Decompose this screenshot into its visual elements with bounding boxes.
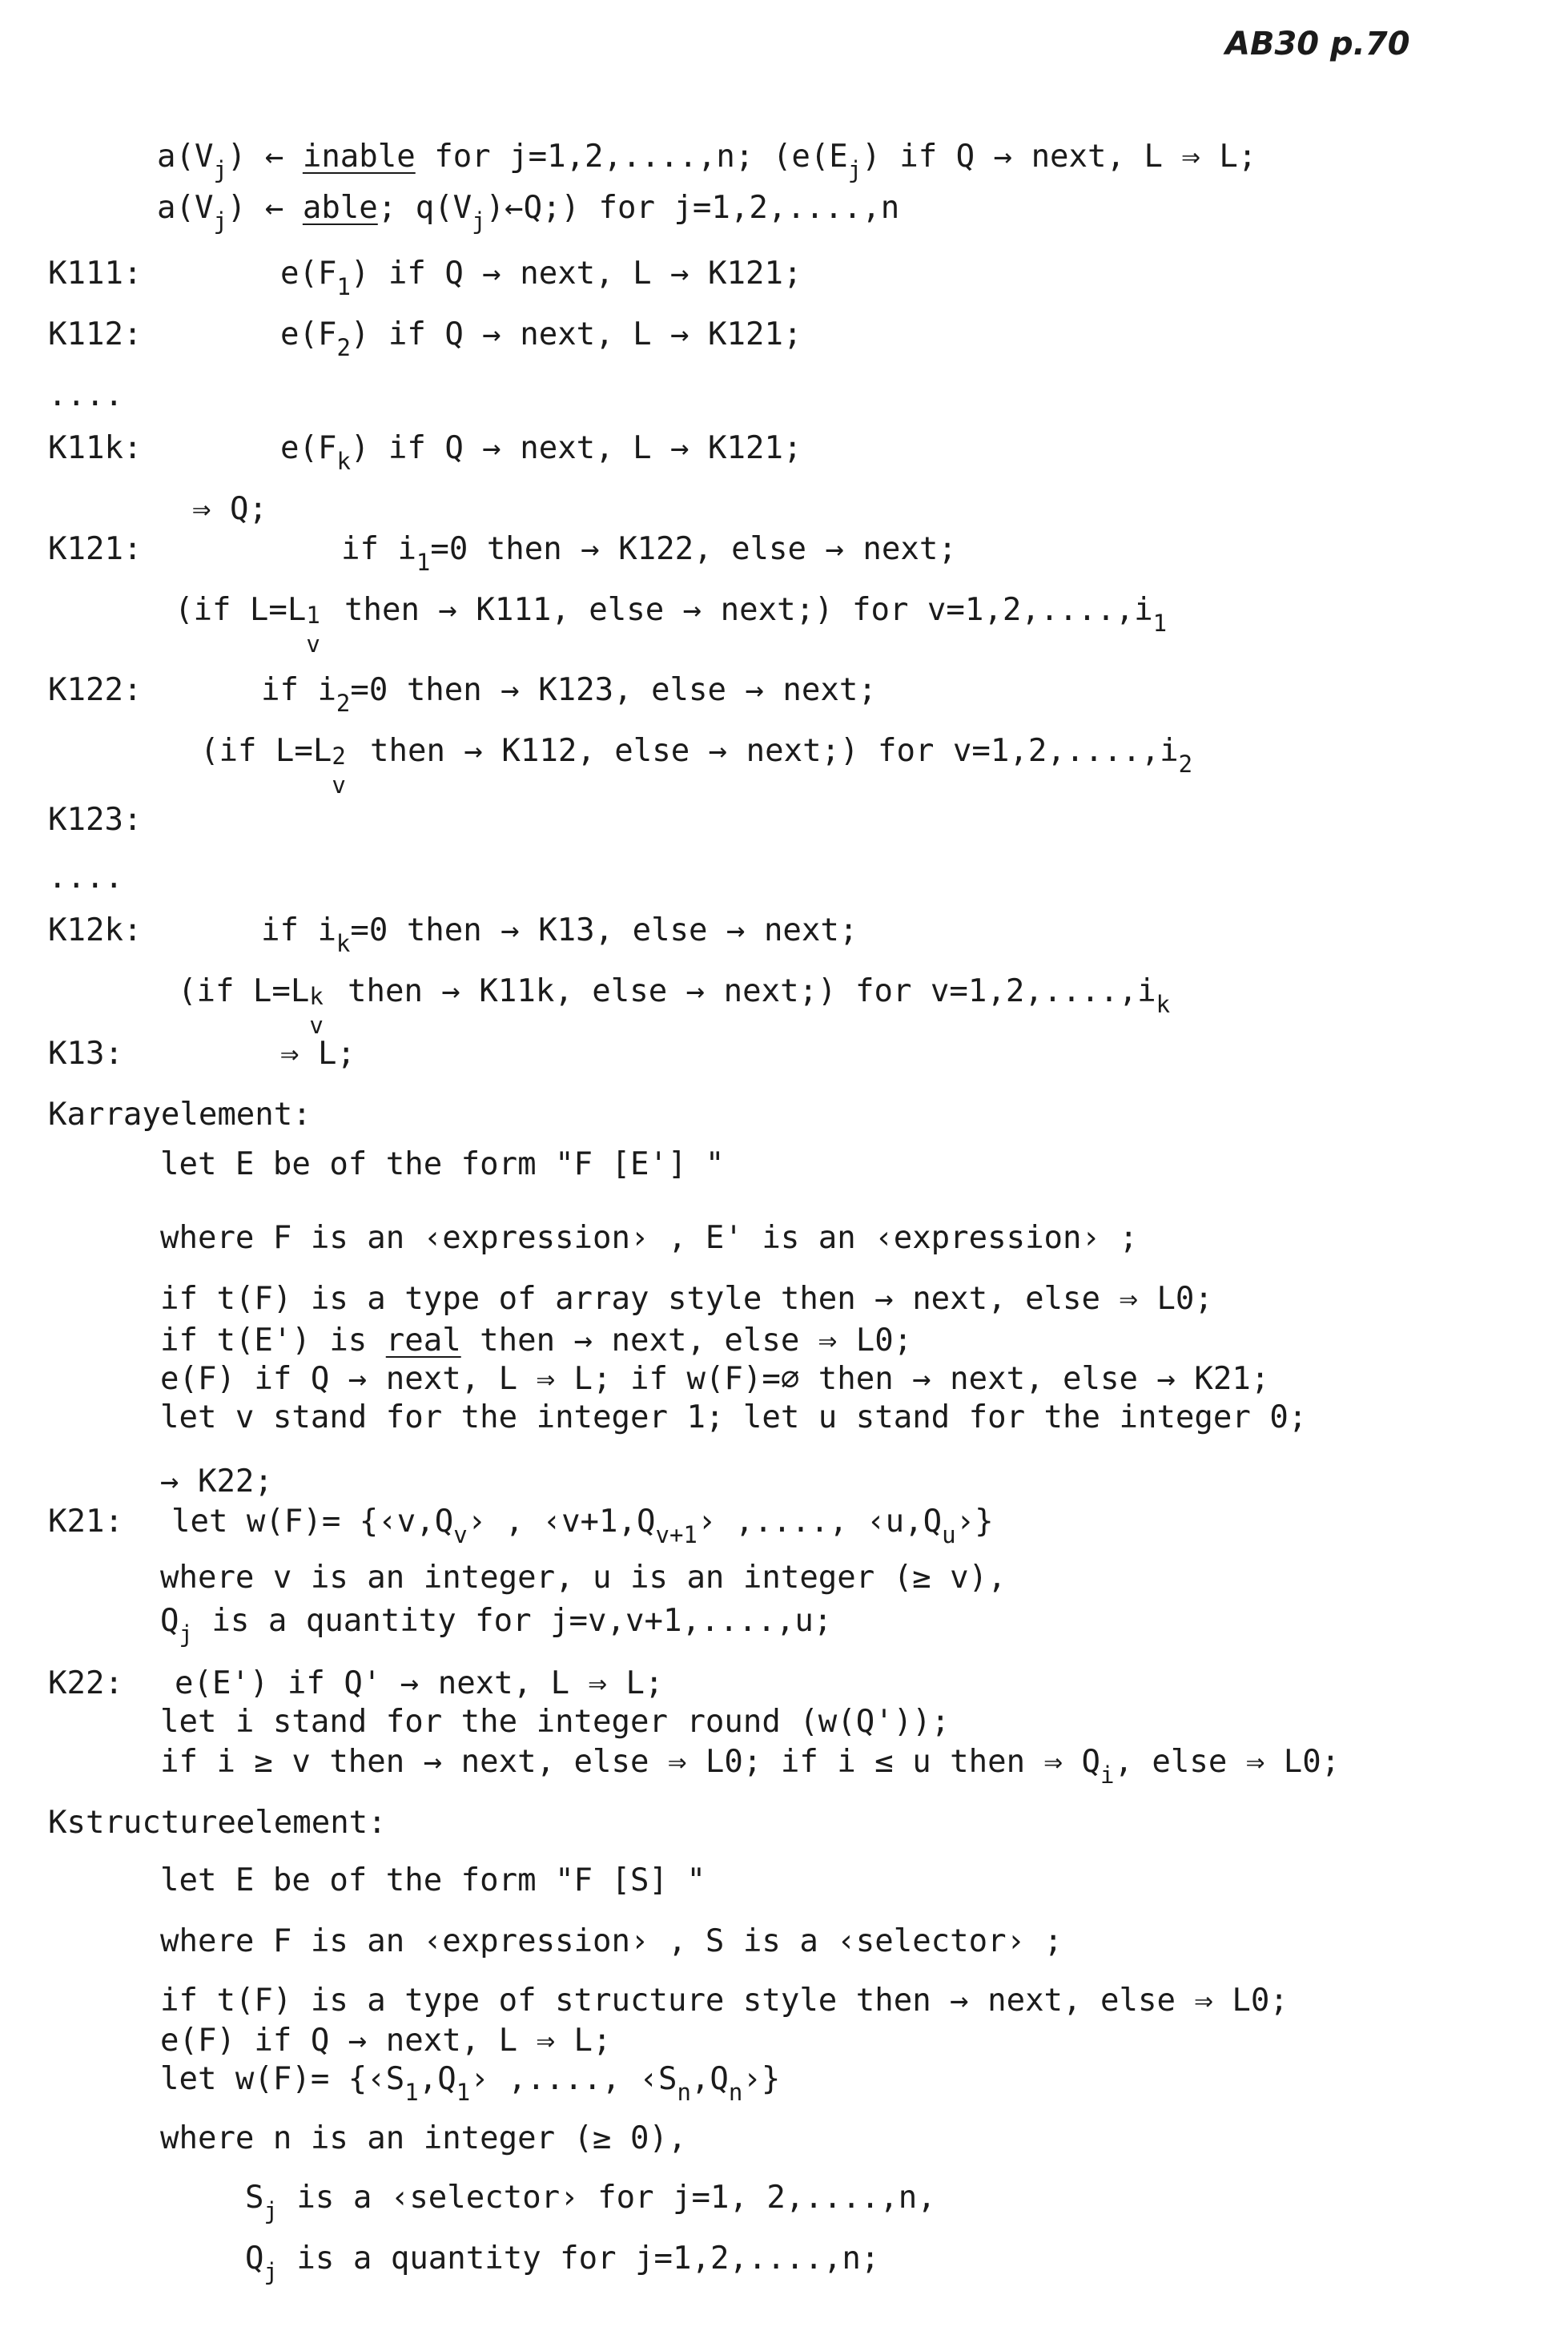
structure-if-tf: if t(F) is a type of structure style then → next, else ⇒ L0; bbox=[160, 1983, 1289, 2019]
label-k13: K13: bbox=[48, 1036, 123, 1072]
label-k121: K121: bbox=[48, 531, 143, 567]
k21-line: let $w(F)= \{‹v,Q_v›$ , $‹v+1,Q_{v+1}›$ ,...., $‹u,Q_u›$} bbox=[171, 1504, 994, 1548]
label-k123: K123: bbox=[48, 802, 143, 838]
array-if-tf: if t(F) is a type of array style then → next, else ⇒ L0; bbox=[160, 1281, 1213, 1317]
k12k-line: if $i_k=0$ then → K13, else → next; bbox=[261, 912, 858, 957]
k122-line: if $i_2=0$ then → K123, else → next; bbox=[261, 672, 877, 717]
array-where: where F is an ‹expression› , E' is an ‹expression› ; bbox=[160, 1220, 1138, 1256]
structure-ef: e(F) if Q → next, L ⇒ L; bbox=[160, 2023, 612, 2059]
k11k-line: $e(F_k)$ if Q → next, L → K121; bbox=[280, 430, 802, 475]
k22-line: e(E') if Q' → next, L ⇒ L; bbox=[175, 1665, 664, 1701]
structure-where: where F is an ‹expression› , S is a ‹selector› ; bbox=[160, 1923, 1063, 1959]
array-qj-line: $Q_j$ is a quantity for j=v,v+1,....,u; bbox=[160, 1603, 833, 1648]
array-where-vu: where v is an integer, u is an integer (≥ v), bbox=[160, 1560, 1007, 1596]
array-let-form: let E be of the form "F [E'] " bbox=[160, 1146, 725, 1182]
label-k22: K22: bbox=[48, 1665, 123, 1701]
array-let-v: let v stand for the integer 1; let u stand for the integer 0; bbox=[160, 1399, 1308, 1435]
structure-where-n: where n is an integer (≥ 0), bbox=[160, 2120, 687, 2156]
label-kstructureelement: Kstructureelement: bbox=[48, 1805, 387, 1841]
array-if-i: if i ≥ v then → next, else ⇒ L0; if i ≤ u then ⇒ $Q_i$, else ⇒ L0; bbox=[160, 1744, 1341, 1789]
k122-loop-line: (if L=L 2 v then → K112, else → next;) for $v=1,2,....,i_2$ bbox=[200, 733, 1193, 799]
k13-line: ⇒ L; bbox=[280, 1036, 356, 1072]
array-ef: e(F) if Q → next, L ⇒ L; if w(F)=∅ then → next, else → K21; bbox=[160, 1361, 1270, 1397]
label-k111: K111: bbox=[48, 256, 143, 292]
page-header: AB30 p.70 bbox=[1225, 26, 1410, 62]
structure-let-w: let $w(F)= \{‹S_1,Q_1›$ ,...., $‹S_n,Q_n›$} bbox=[160, 2061, 781, 2106]
array-goto-k22: → K22; bbox=[160, 1463, 273, 1500]
label-k12k: K12k: bbox=[48, 912, 143, 948]
label-k112: K112: bbox=[48, 316, 143, 352]
structure-let-form: let E be of the form "F [S] " bbox=[160, 1862, 706, 1898]
array-let-i: let i stand for the integer round (w(Q')); bbox=[160, 1704, 951, 1740]
yield-q-line: ⇒ Q; bbox=[192, 491, 267, 527]
k112-line: $e(F_2)$ if Q → next, L → K121; bbox=[280, 316, 802, 361]
array-if-te: if t(E') is real then → next, else ⇒ L0; bbox=[160, 1323, 913, 1359]
able-line: $a(V_j)$ ← able; $q(V_j)\leftarrow Q$;) for j=1,2,....,n bbox=[157, 190, 900, 235]
ellipsis-2: .... bbox=[48, 860, 123, 896]
label-karrayelement: Karrayelement: bbox=[48, 1097, 312, 1133]
label-k122: K122: bbox=[48, 672, 143, 708]
ellipsis-1: .... bbox=[48, 377, 123, 413]
k121-line: if $i_1=0$ then → K122, else → next; bbox=[341, 531, 957, 576]
label-k11k: K11k: bbox=[48, 430, 143, 466]
k121-loop-line: (if L=L 1 v then → K111, else → next;) for $v=1,2,....,i_1$ bbox=[175, 592, 1168, 658]
structure-qj-line: $Q_j$ is a quantity for j=1,2,....,n; bbox=[245, 2240, 880, 2285]
inable-line: $a(V_j)$ ← inable for j=1,2,....,n; ($e(E_j)$ if Q → next, L ⇒ L; bbox=[157, 139, 1257, 183]
k111-line: $e(F_1)$ if Q → next, L → K121; bbox=[280, 256, 802, 300]
k12k-loop-line: (if L=L k v then → K11k, else → next;) for $v=1,2,....,i_k$ bbox=[178, 973, 1171, 1039]
structure-sj-line: $S_j$ is a ‹selector› for j=1, 2,....,n, bbox=[245, 2180, 936, 2224]
label-k21: K21: bbox=[48, 1504, 123, 1540]
